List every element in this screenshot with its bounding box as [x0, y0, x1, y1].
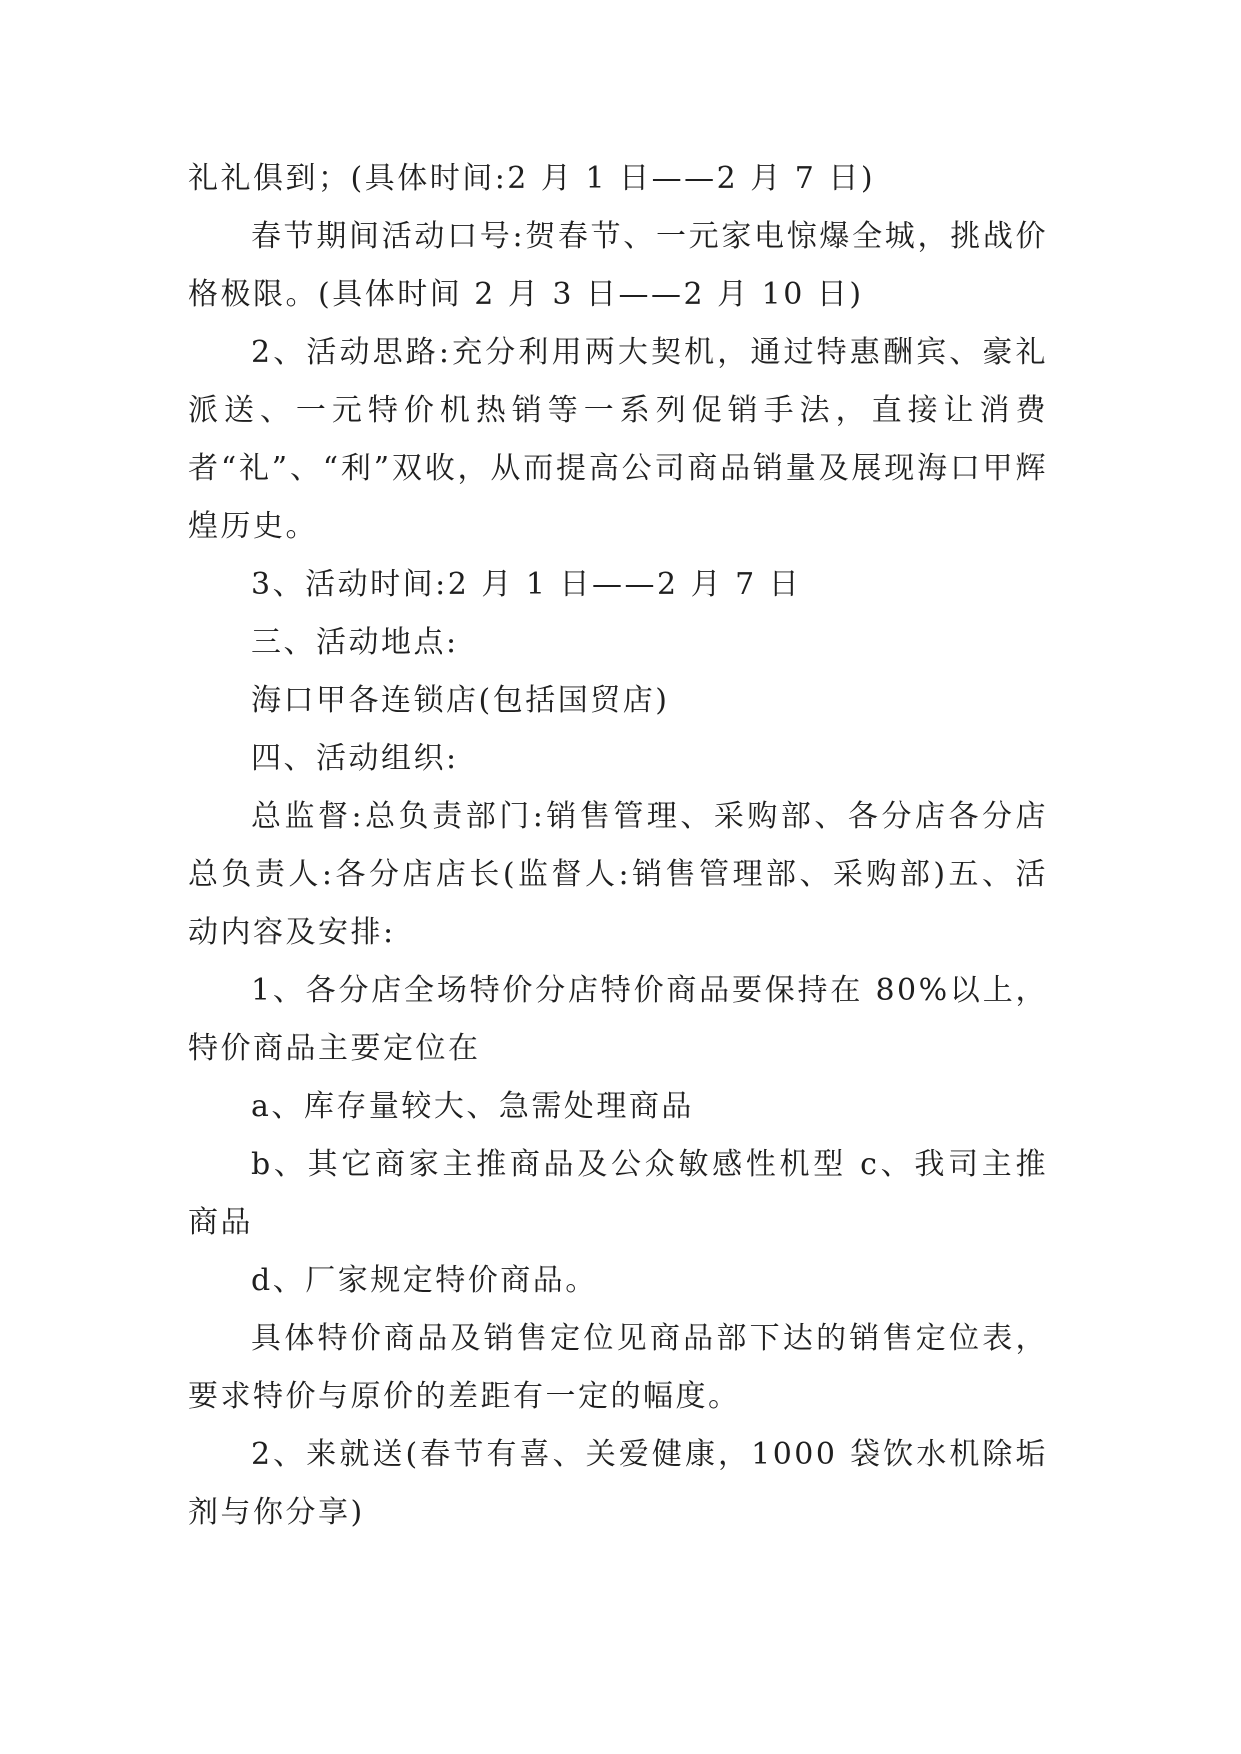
paragraph-9: 1、各分店全场特价分店特价商品要保持在 80%以上，特价商品主要定位在 — [188, 973, 1048, 1066]
paragraph-5: 三、活动地点: — [251, 625, 459, 660]
paragraph-2: 春节期间活动口号:贺春节、一元家电惊爆全城，挑战价格极限。(具体时间 2 月 3 日——2 月 10 日) — [188, 219, 1048, 312]
paragraph-7: 四、活动组织: — [251, 741, 459, 776]
paragraph-12: d、厂家规定特价商品。 — [251, 1263, 598, 1298]
paragraph-6: 海口甲各连锁店(包括国贸店) — [251, 683, 670, 718]
paragraph-11: b、其它商家主推商品及公众敏感性机型 c、我司主推商品 — [188, 1147, 1048, 1240]
paragraph-14: 2、来就送(春节有喜、关爱健康，1000 袋饮水机除垢剂与你分享) — [188, 1437, 1048, 1530]
paragraph-1: 礼礼俱到；(具体时间:2 月 1 日——2 月 7 日) — [188, 161, 876, 196]
paragraph-10: a、库存量较大、急需处理商品 — [251, 1089, 694, 1124]
paragraph-13: 具体特价商品及销售定位见商品部下达的销售定位表，要求特价与原价的差距有一定的幅度。 — [188, 1321, 1048, 1414]
paragraph-8: 总监督:总负责部门:销售管理、采购部、各分店各分店总负责人:各分店店长(监督人:销售管理部、采购部)五、活动内容及安排: — [188, 799, 1048, 950]
paragraph-3: 2、活动思路:充分利用两大契机，通过特惠酬宾、豪礼派送、一元特价机热销等一系列促销手法，直接让消费者“礼”、“利”双收，从而提高公司商品销量及展现海口甲辉煌历史。 — [188, 335, 1048, 544]
paragraph-4: 3、活动时间:2 月 1 日——2 月 7 日 — [251, 567, 802, 602]
document-body — [188, 150, 1048, 1542]
